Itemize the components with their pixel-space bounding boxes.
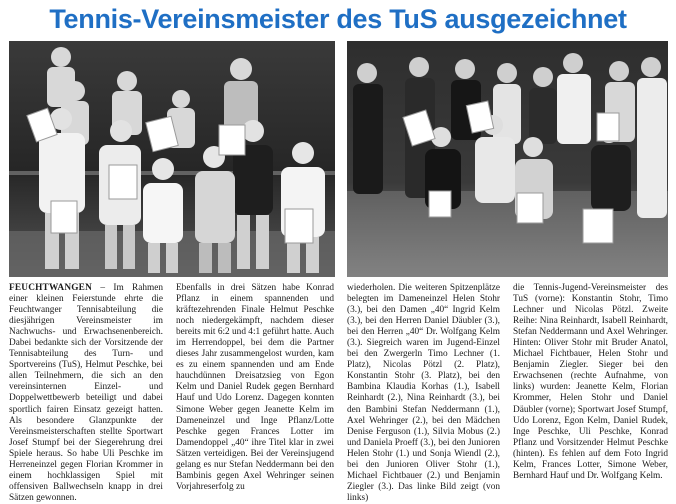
youth-photo-illustration: [9, 41, 335, 277]
article-column-4: [513, 283, 668, 481]
article-text-1: – Im Rahmen einer kleinen Feierstunde ehrte die Feuchtwanger Tennisabteilung die diesjährigen Vereinsmeister im Nachwuchs- und Erwachsenenbereich. Dabei bedankte sich der Vorsitzende der Tennisabteilung des Turn- und Sportvereins (TuS), Helmut Peschke, bei allen Teilnehmern, die sich an den vereinsinternen Einzel- und Doppelwettbewerb beteiligt und dabei sportlich fairen Einsatz gezeigt hatten. Als besondere Glanzpunkte der Vereinsmeisterschaften stellte Sportwart Josef Stumpf bei der Siegerehrung drei Spiele heraus. So habe Uli Peschke im Herreneinzel gegen Florian Krommer in einem hochklassigen Spiel mit offensiven Ballwechseln knapp in drei Sätzen gewonnen.: [9, 283, 164, 503]
youth-champions-photo: [9, 41, 335, 277]
article-text-2: Ebenfalls in drei Sätzen habe Konrad Pflanz in einem spannenden und kräftezehrenden Finale Helmut Peschke noch niedergekämpft, nachdem dieser bereits mit 6:2 und 4:1 geführt hatte. Auch im Herrendoppel, bei dem die Partner dieses Jahr zusammengelost wurden, kam es zu einem spannenden und am Ende hauchdünnen Dreisatzsieg von Egon Kelm und Daniel Rudek gegen Bernhard Hauf und Udo Lorenz. Dagegen konnten Simone Weber gegen Jeanette Kelm im Dameneinzel und Inge Pflanz/Lotte Peschke gegen Frances Lotter im Damendoppel „40“ ihre Titel klar in zwei Sätzen verteidigen. Bei der Vereinsjugend gelang es nur Stefan Neddermann bei den Bambinis gegen Axel Wehringer seinen Vorjahreserfolg zu: [176, 283, 335, 492]
headline: Tennis-Vereinsmeister des TuS ausgezeichnet: [49, 4, 627, 34]
article-text-3: wiederholen. Die weiteren Spitzenplätze belegten im Dameneinzel Helen Stohr (3.), bei den Damen „40“ Ingrid Kelm (3.), bei den Herren Daniel Däubler (3.), bei den Herren „40“ Dr. Wolfgang Kelm (3.). Siegreich waren im Jugend-Einzel bei den Zwergerln Timo Lechner (1. Platz), Nicolas Pötzl (2. Platz), Konstantin Stohr (3. Platz), bei den Bambina Klaudia Korhas (1.), Isabell Reinhardt (2.), Nina Reinhardt (3.), bei den Bambini Stefan Neddermann (1.), Axel Wehringer (2.), bei den Mädchen Denise Ferguson (1.), Silvia Mobus (2.) und Daniela Proeff (3.), bei den Junioren Helen Stohr (1.) und Sonja Wiendl (2.), bei den Junioren Oliver Stohr (1.), Michael Fichtbauer (2.) und Benjamin Ziegler (3.). Das linke Bild zeigt (von links): [347, 283, 500, 503]
article-column-1: [9, 283, 164, 503]
dateline: FEUCHTWANGEN: [9, 283, 92, 293]
article-text-4: die Tennis-Jugend-Vereinsmeister des TuS (vorne): Konstantin Stohr, Timo Lechner und Nicolas Pötzl. Zweite Reihe: Nina Reinhardt, Isabell Reinhardt, Stefan Neddermann und Axel Wehringer. Hinten: Oliver Stohr mit Bruder Anatol, Michael Fichtbauer, Helen Stohr und Benjamin Ziegler. Sieger bei den Erwachsenen (rechte Aufnahme, von links) wurden: Jeanette Kelm, Florian Krommer, Helen Stohr und Daniel Däubler (vorne); Sportwart Josef Stumpf, Udo Lorenz, Egon Kelm, Daniel Rudek, Inge Peschke, Uli Peschke, Konrad Pflanz und Vorsitzender Helmut Peschke (hinten). Es fehlen auf dem Foto Ingrid Kelm, Frances Lotter, Simone Weber, Bernhard Hauf und Dr. Wolfgang Kelm.: [513, 283, 668, 481]
adult-photo-illustration: [347, 41, 668, 277]
article-body: [9, 283, 668, 503]
article-column-2: [176, 283, 335, 492]
article-column-3: [347, 283, 500, 503]
adult-champions-photo: [347, 41, 668, 277]
